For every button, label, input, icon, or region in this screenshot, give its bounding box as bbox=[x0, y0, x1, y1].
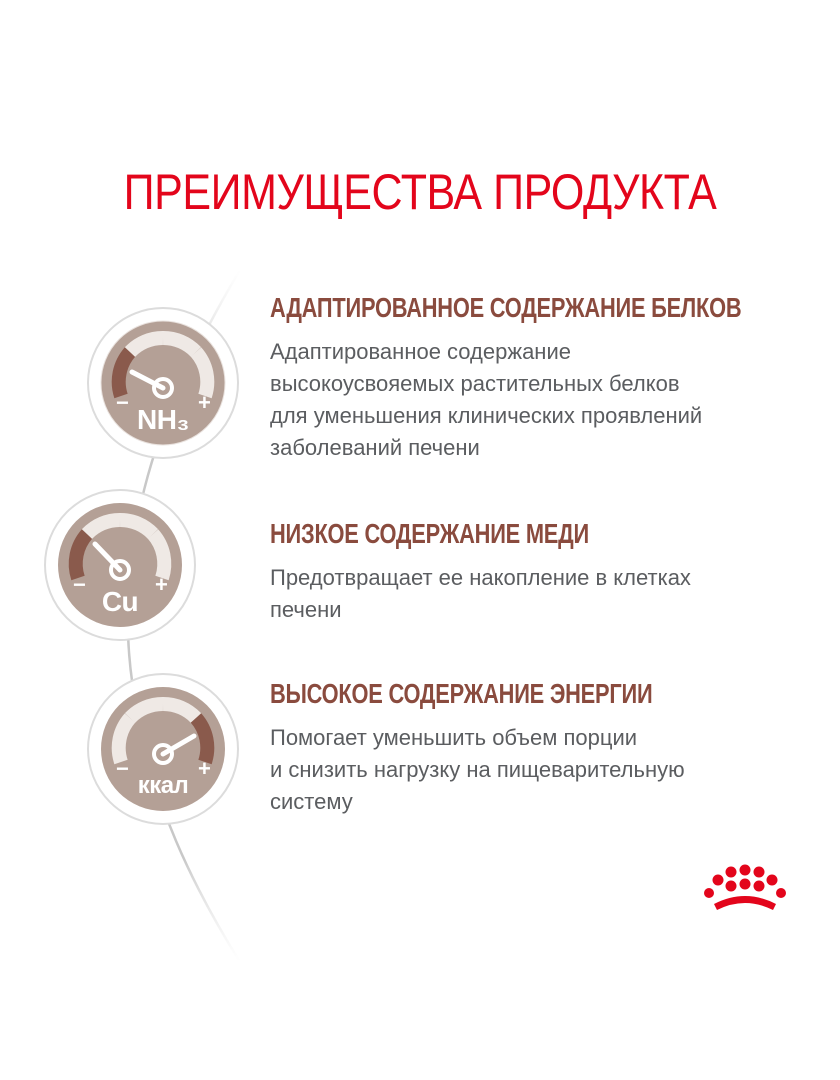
gauge-minus-sign: − bbox=[116, 756, 129, 781]
gauge-minus-sign: − bbox=[73, 572, 86, 597]
royal-canin-crown-logo bbox=[700, 862, 790, 918]
page-title: ПРЕИМУЩЕСТВА ПРОДУКТА bbox=[123, 164, 717, 220]
benefit-description: Предотвращает ее накопление в клетках печени bbox=[270, 565, 691, 622]
benefit-title: АДАПТИРОВАННОЕ СОДЕРЖАНИЕ БЕЛКОВ bbox=[270, 292, 742, 323]
benefit-energy bbox=[270, 678, 810, 818]
badge-label-nh3: NH₃ bbox=[137, 404, 189, 435]
benefit-protein bbox=[270, 292, 810, 464]
benefit-title: ВЫСОКОЕ СОДЕРЖАНИЕ ЭНЕРГИИ bbox=[270, 678, 653, 709]
benefit-description: Помогает уменьшить объем порции и снизить нагрузку на пищеварительную систему bbox=[270, 725, 685, 814]
badge-label-kcal: ккал bbox=[137, 772, 189, 799]
gauge-plus-sign: + bbox=[155, 572, 168, 597]
benefit-title: НИЗКОЕ СОДЕРЖАНИЕ МЕДИ bbox=[270, 518, 589, 549]
gauge-plus-sign: + bbox=[198, 390, 211, 415]
gauge-copper-icon bbox=[43, 488, 197, 642]
gauge-minus-sign: − bbox=[116, 390, 129, 415]
benefit-copper bbox=[270, 518, 810, 626]
benefit-description: Адаптированное содержание высокоусвояемых растительных белков для уменьшения клинических проявлений заболеваний печени bbox=[270, 339, 703, 460]
gauge-energy-icon bbox=[86, 672, 240, 826]
badge-label-cu: Cu bbox=[101, 586, 139, 617]
gauge-plus-sign: + bbox=[198, 756, 211, 781]
gauge-nh3-icon bbox=[86, 306, 240, 460]
